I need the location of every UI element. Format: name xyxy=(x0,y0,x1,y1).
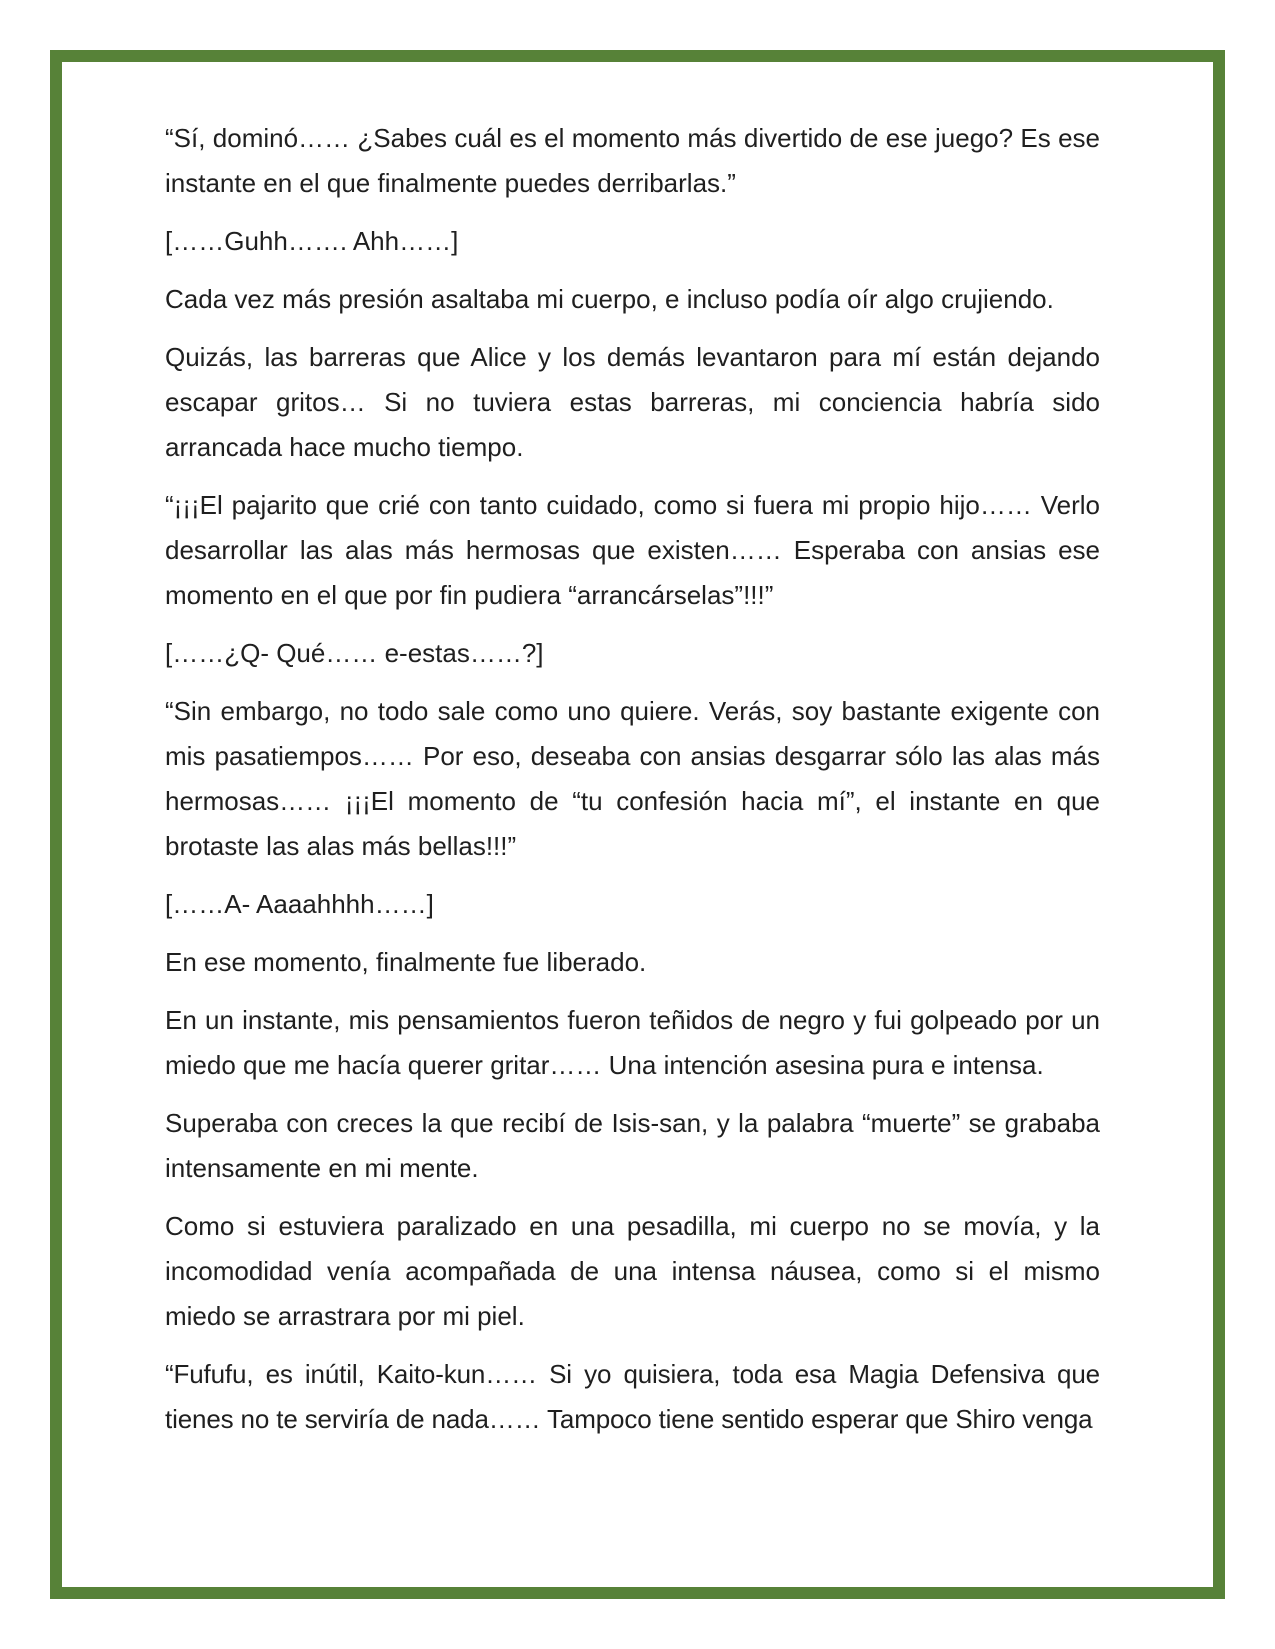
paragraph: En un instante, mis pensamientos fueron teñidos de negro y fui golpeado por un miedo que me hacía querer gritar…… Una intención asesina pura e intensa. xyxy=(165,1005,1100,1080)
paragraph: En ese momento, finalmente fue liberado. xyxy=(165,947,647,977)
paragraph: “¡¡¡El pajarito que crié con tanto cuidado, como si fuera mi propio hijo…… Verlo desarrollar las alas más hermosas que existen…… Esperaba con ansias ese momento en el que por fin pudiera “arrancárselas”!!!” xyxy=(165,490,1100,610)
paragraph: Quizás, las barreras que Alice y los demás levantaron para mí están dejando escapar gritos… Si no tuviera estas barreras, mi conciencia habría sido arrancada hace mucho tiempo. xyxy=(165,342,1100,462)
paragraph-sfx-bracket: [……A- Aaaahhhh……] xyxy=(165,889,434,919)
paragraph: Como si estuviera paralizado en una pesadilla, mi cuerpo no se movía, y la incomodidad venía acompañada de una intensa náusea, como si el mismo miedo se arrastrara por mi piel. xyxy=(165,1211,1100,1331)
document-text-body xyxy=(62,62,1213,1587)
paragraph: Cada vez más presión asaltaba mi cuerpo, e incluso podía oír algo crujiendo. xyxy=(165,284,1054,314)
paragraph-sfx-bracket: [……Guhh……. Ahh……] xyxy=(165,226,459,256)
paragraph: Superaba con creces la que recibí de Isis-san, y la palabra “muerte” se grababa intensamente en mi mente. xyxy=(165,1108,1100,1183)
page-border-frame xyxy=(50,50,1225,1599)
paragraph: “Sí, dominó…… ¿Sabes cuál es el momento más divertido de ese juego? Es ese instante en el que finalmente puedes derribarlas.” xyxy=(165,123,1100,198)
paragraph-sfx-bracket: [……¿Q- Qué…… e-estas……?] xyxy=(165,638,544,668)
paragraph: “Sin embargo, no todo sale como uno quiere. Verás, soy bastante exigente con mis pasatiempos…… Por eso, deseaba con ansias desgarrar sólo las alas más hermosas…… ¡¡¡El momento de “tu confesión hacia mí”, el instante en que brotaste las alas más bellas!!!” xyxy=(165,696,1100,861)
paragraph: “Fufufu, es inútil, Kaito-kun…… Si yo quisiera, toda esa Magia Defensiva que tienes no te serviría de nada…… Tampoco tiene sentido esperar que Shiro venga xyxy=(165,1359,1100,1434)
